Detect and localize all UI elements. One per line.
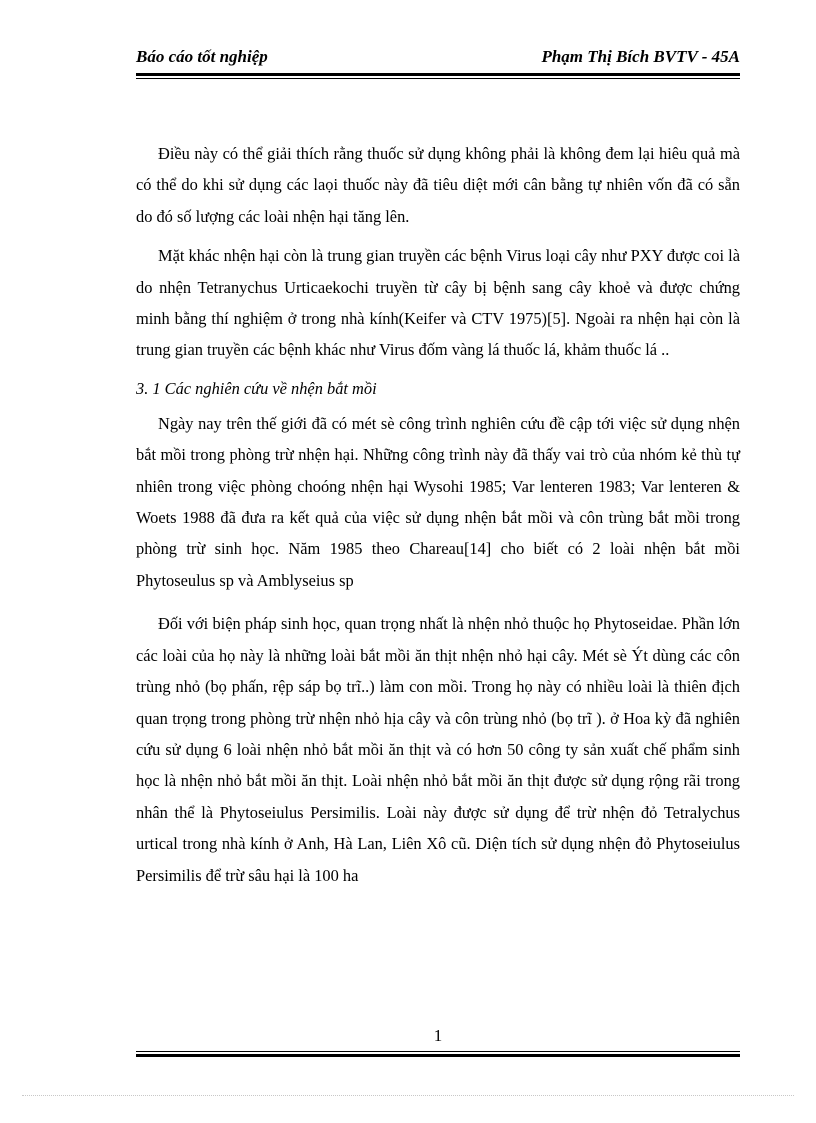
section-heading: 3. 1 Các nghiên cứu về nhện bắt mồi xyxy=(136,378,377,398)
page-body xyxy=(136,138,740,903)
page-number: 1 xyxy=(433,1026,443,1045)
header-rule-thin xyxy=(136,78,740,79)
page-boundary-line xyxy=(22,1095,794,1096)
header-author: Phạm Thị Bích BVTV - 45A xyxy=(541,47,740,66)
paragraph-2: Mặt khác nhện hại còn là trung gian truyền các bệnh Virus loại cây như PXY được coi là do nhện Tetranychus Urticaekochi truyền từ cây bị bệnh sang cây khoẻ và được chứng minh bằng thí nghiệm ở trong nhà kính(Keifer và CTV 1975)[5]. Ngoài ra nhện hại còn là trung gian truyền các bệnh khác như Virus đốm vàng lá thuốc lá, khảm thuốc lá .. xyxy=(136,246,740,360)
header-report-title: Báo cáo tốt nghiệp xyxy=(136,47,268,66)
footer-rule-thick xyxy=(136,1054,740,1057)
header-rule-thick xyxy=(136,73,740,76)
page-header xyxy=(136,44,740,74)
page-footer xyxy=(136,1024,740,1060)
paragraph-3: Ngày nay trên thế giới đã có mét sè công trình nghiên cứu đề cập tới việc sử dụng nhện bắt mồi trong phòng trừ nhện hại. Những công trình này đã thấy vai trò của nhóm kẻ thù tự nhiên trong việc phòng choóng nhện hại Wysohi 1985; Var lenteren 1983; Var lenteren & Woets 1988 đã đưa ra kết quả của việc sử dụng nhện bắt mồi và côn trùng bắt mồi trong phòng trừ sinh học. Năm 1985 theo Chareau[14] cho biết có 2 loài nhện bắt mồi Phytoseulus sp và Amblyseius sp xyxy=(136,413,740,590)
paragraph-1: Điều này có thể giải thích rằng thuốc sử dụng không phải là không đem lại hiêu quả mà có thể do khi sử dụng các laọi thuốc này đã tiêu diệt mới cân bằng tự nhiên vốn đã có sẵn do đó số lượng các loài nhện hại tăng lên. xyxy=(136,144,740,226)
footer-rule-thin xyxy=(136,1051,740,1052)
paragraph-4: Đối với biện pháp sinh học, quan trọng nhất là nhện nhỏ thuộc họ Phytoseidae. Phần lớn các loài của họ này là những loài bắt mồi ăn thịt nhện nhỏ hại cây. Mét sè Ýt dùng các côn trùng nhỏ (bọ phấn, rệp sáp bọ trĩ..) làm con mồi. Trong họ này có nhiều loài là thiên địch quan trọng trong phòng trừ nhện nhỏ hịa cây và côn trùng nhỏ (bọ trĩ ). ở Hoa kỳ đã nghiên cứu sử dụng 6 loài nhện nhỏ bắt mồi ăn thịt và có hơn 50 công ty sản xuất chế phẩm sinh học là nhện nhỏ bắt mồi ăn thịt. Loài nhện nhỏ bắt mồi ăn thịt được sử dụng rộng rãi trong nhân thể là Phytoseiulus Persimilis. Loài này được sử dụng để trừ nhện đỏ Tetralychus urtical trong nhà kính ở Anh, Hà Lan, Liên Xô cũ. Diện tích sử dụng nhện đỏ Phytoseiulus Persimilis để trừ sâu hại là 100 ha xyxy=(136,614,740,885)
